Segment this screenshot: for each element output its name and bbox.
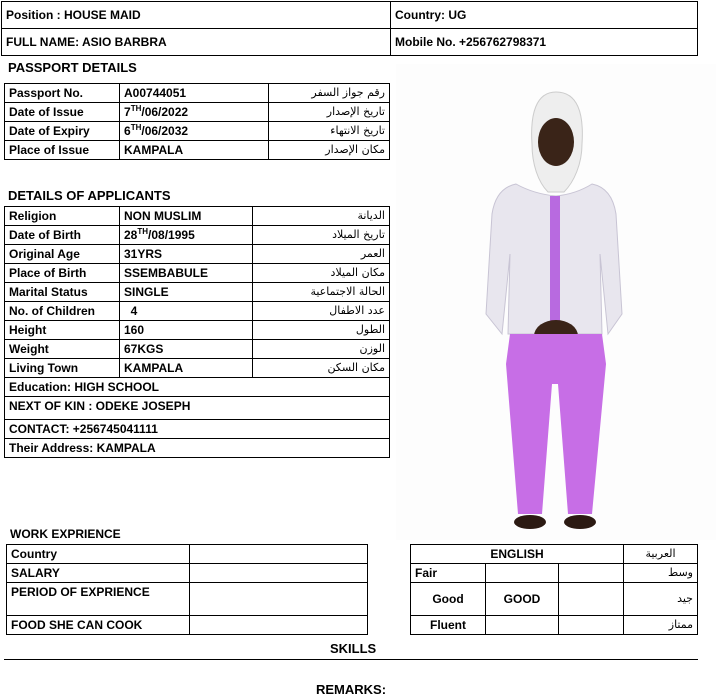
table-row bbox=[5, 340, 390, 359]
level-good: Good bbox=[411, 583, 486, 616]
blank-fluent bbox=[559, 616, 624, 635]
passport-no-arabic: رقم جواز السفر bbox=[269, 84, 390, 103]
table-row bbox=[5, 245, 390, 264]
position-cell: Position : HOUSE MAID bbox=[2, 2, 391, 29]
marital-label: Marital Status bbox=[5, 283, 120, 302]
applicant-heading: DETAILS OF APPLICANTS bbox=[8, 188, 171, 203]
work-period-value bbox=[190, 583, 368, 616]
birthplace-arabic: مكان الميلاد bbox=[253, 264, 390, 283]
table-row bbox=[5, 283, 390, 302]
town-arabic: مكان السكن bbox=[253, 359, 390, 378]
work-heading: WORK EXPRIENCE bbox=[10, 527, 121, 541]
work-table bbox=[6, 544, 368, 635]
table-row bbox=[411, 545, 698, 564]
applicant-photo bbox=[396, 64, 716, 540]
height-arabic: الطول bbox=[253, 321, 390, 340]
place-issue-arabic: مكان الإصدار bbox=[269, 141, 390, 160]
marital-value: SINGLE bbox=[120, 283, 253, 302]
remarks-heading: REMARKS: bbox=[316, 682, 387, 697]
blank-fair bbox=[559, 564, 624, 583]
issue-date-label: Date of Issue bbox=[5, 103, 120, 122]
table-row bbox=[411, 583, 698, 616]
next-of-kin-cell: NEXT OF KIN : ODEKE JOSEPH bbox=[5, 397, 390, 420]
weight-label: Weight bbox=[5, 340, 120, 359]
age-label: Original Age bbox=[5, 245, 120, 264]
passport-no-label: Passport No. bbox=[5, 84, 120, 103]
english-good: GOOD bbox=[486, 583, 559, 616]
age-arabic: العمر bbox=[253, 245, 390, 264]
table-row bbox=[5, 226, 390, 245]
work-country-label: Country bbox=[7, 545, 190, 564]
blank-good bbox=[559, 583, 624, 616]
work-country-value bbox=[190, 545, 368, 564]
place-issue-value: KAMPALA bbox=[120, 141, 269, 160]
work-salary-label: SALARY bbox=[7, 564, 190, 583]
dob-value: 28TH/08/1995 bbox=[120, 226, 253, 245]
age-value: 31YRS bbox=[120, 245, 253, 264]
religion-label: Religion bbox=[5, 207, 120, 226]
skills-heading: SKILLS bbox=[330, 641, 377, 656]
arabic-good: جيد bbox=[624, 583, 698, 616]
table-row bbox=[7, 545, 368, 564]
level-fair: Fair bbox=[411, 564, 486, 583]
birthplace-label: Place of Birth bbox=[5, 264, 120, 283]
arabic-fluent: ممتاز bbox=[624, 616, 698, 635]
level-fluent: Fluent bbox=[411, 616, 486, 635]
height-value: 160 bbox=[120, 321, 253, 340]
children-label: No. of Children bbox=[5, 302, 120, 321]
contact-cell: CONTACT: +256745041111 bbox=[5, 420, 390, 439]
table-row bbox=[7, 583, 368, 616]
town-label: Living Town bbox=[5, 359, 120, 378]
english-header: ENGLISH bbox=[411, 545, 624, 564]
table-row bbox=[5, 439, 390, 458]
language-table bbox=[410, 544, 698, 635]
table-row bbox=[5, 207, 390, 226]
applicant-table bbox=[4, 206, 390, 458]
expiry-date-arabic: تاريخ الانتهاء bbox=[269, 122, 390, 141]
table-row bbox=[5, 264, 390, 283]
work-period-label: PERIOD OF EXPRIENCE bbox=[7, 583, 190, 616]
table-row bbox=[5, 141, 390, 160]
arabic-fair: وسط bbox=[624, 564, 698, 583]
work-food-value bbox=[190, 616, 368, 635]
work-food-label: FOOD SHE CAN COOK bbox=[7, 616, 190, 635]
table-row bbox=[5, 302, 390, 321]
table-row bbox=[5, 397, 390, 420]
issue-date-arabic: تاريخ الإصدار bbox=[269, 103, 390, 122]
address-cell: Their Address: KAMPALA bbox=[5, 439, 390, 458]
header-table bbox=[1, 1, 698, 56]
table-row bbox=[5, 84, 390, 103]
town-value: KAMPALA bbox=[120, 359, 253, 378]
table-row bbox=[7, 616, 368, 635]
place-issue-label: Place of Issue bbox=[5, 141, 120, 160]
weight-arabic: الوزن bbox=[253, 340, 390, 359]
mobile-cell: Mobile No. +256762798371 bbox=[391, 29, 698, 56]
weight-value: 67KGS bbox=[120, 340, 253, 359]
table-row bbox=[5, 103, 390, 122]
table-row bbox=[411, 616, 698, 635]
dob-arabic: تاريخ الميلاد bbox=[253, 226, 390, 245]
children-arabic: عدد الاطفال bbox=[253, 302, 390, 321]
table-row bbox=[7, 564, 368, 583]
education-cell: Education: HIGH SCHOOL bbox=[5, 378, 390, 397]
height-label: Height bbox=[5, 321, 120, 340]
table-row bbox=[5, 321, 390, 340]
religion-value: NON MUSLIM bbox=[120, 207, 253, 226]
work-salary-value bbox=[190, 564, 368, 583]
passport-table bbox=[4, 83, 390, 160]
expiry-date-label: Date of Expiry bbox=[5, 122, 120, 141]
issue-date-value: 7TH/06/2022 bbox=[120, 103, 269, 122]
applicant-photo-illustration bbox=[396, 64, 716, 540]
table-row bbox=[5, 122, 390, 141]
table-row bbox=[5, 359, 390, 378]
dob-label: Date of Birth bbox=[5, 226, 120, 245]
passport-heading: PASSPORT DETAILS bbox=[8, 60, 137, 75]
children-value: 4 bbox=[120, 302, 253, 321]
skills-divider bbox=[4, 659, 698, 660]
full-name-cell: FULL NAME: ASIO BARBRA bbox=[2, 29, 391, 56]
marital-arabic: الحالة الاجتماعية bbox=[253, 283, 390, 302]
expiry-date-value: 6TH/06/2032 bbox=[120, 122, 269, 141]
country-cell: Country: UG bbox=[391, 2, 698, 29]
table-row bbox=[5, 420, 390, 439]
birthplace-value: SSEMBABULE bbox=[120, 264, 253, 283]
passport-no-value: A00744051 bbox=[120, 84, 269, 103]
table-row bbox=[411, 564, 698, 583]
english-fair bbox=[486, 564, 559, 583]
arabic-header: العربية bbox=[624, 545, 698, 564]
english-fluent bbox=[486, 616, 559, 635]
table-row bbox=[5, 378, 390, 397]
religion-arabic: الديانة bbox=[253, 207, 390, 226]
